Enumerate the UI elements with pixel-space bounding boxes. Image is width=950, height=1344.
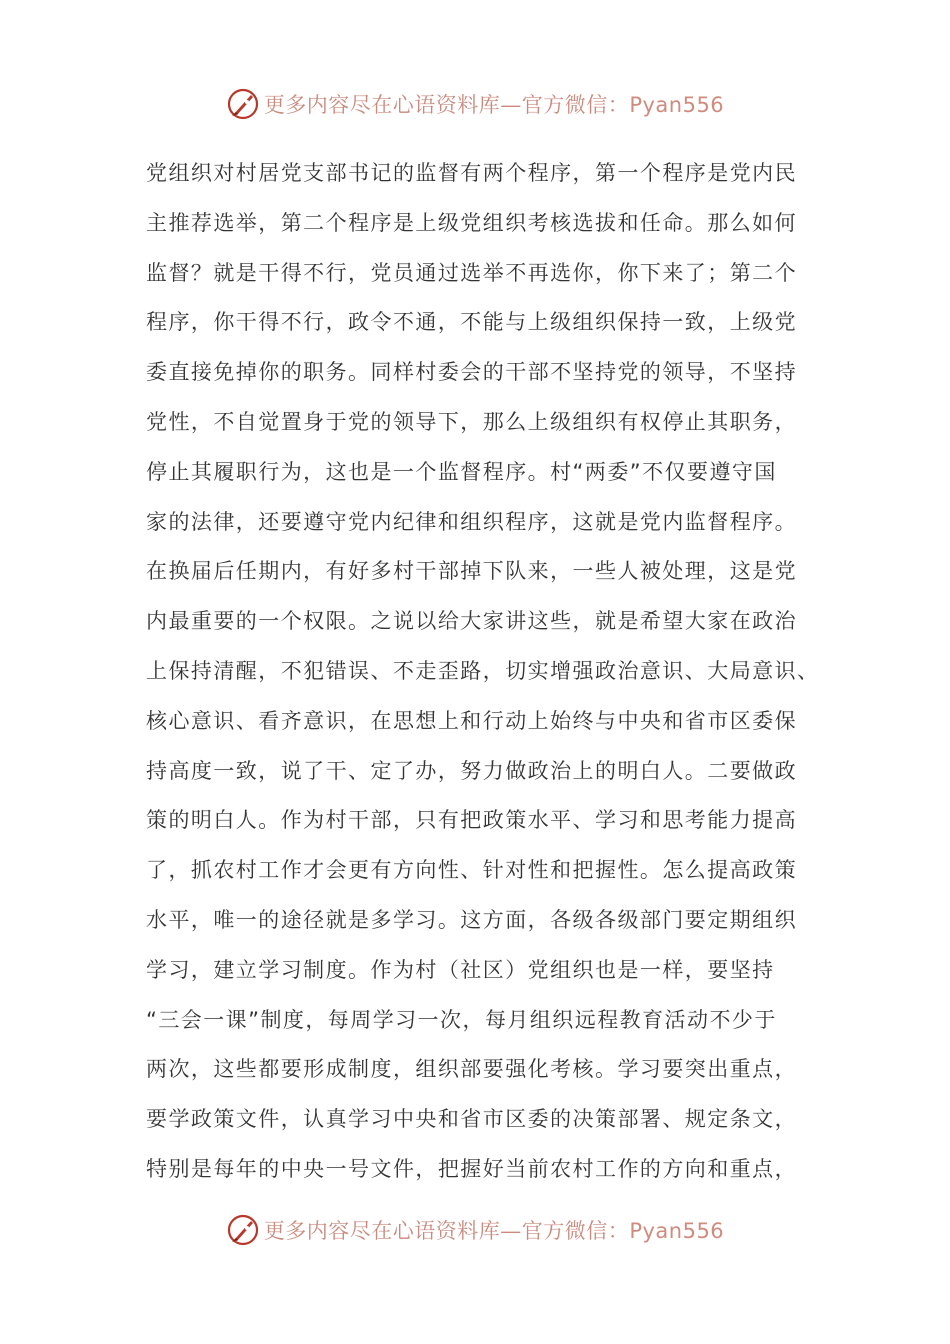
- text-line: 停止其履职行为，这也是一个监督程序。村“两委”不仅要遵守国: [146, 459, 777, 484]
- wechat-id: Pyan556: [629, 93, 725, 117]
- text-line: 在换届后任期内，有好多村干部掉下队来，一些人被处理，这是党: [146, 559, 798, 584]
- banner-label: 更多内容尽在心语资料库—官方微信：: [263, 1219, 630, 1243]
- document-body: [146, 149, 818, 1195]
- wechat-id: Pyan556: [629, 1219, 725, 1243]
- text-line: 党性，不自觉置身于党的领导下，那么上级组织有权停止其职务，: [146, 409, 798, 434]
- text-line: 上保持清醒，不犯错误、不走歪路，切实增强政治意识、大局意识、: [146, 658, 820, 683]
- text-line: 两次，这些都要形成制度，组织部要强化考核。学习要突出重点，: [146, 1057, 798, 1082]
- text-line: 党组织对村居党支部书记的监督有两个程序，第一个程序是党内民: [146, 161, 798, 185]
- text-line: 委直接免掉你的职务。同样村委会的干部不坚持党的领导，不坚持: [146, 360, 798, 385]
- text-line: 主推荐选举，第二个程序是上级党组织考核选拔和任命。那么如何: [146, 210, 798, 235]
- banner-text: [264, 89, 724, 119]
- text-line: 家的法律，还要遵守党内纪律和组织程序，这就是党内监督程序。: [146, 509, 798, 534]
- text-line: 策的明白人。作为村干部，只有把政策水平、学习和思考能力提高: [146, 808, 798, 833]
- text-line: 程序，你干得不行，政令不通，不能与上级组织保持一致，上级党: [146, 310, 798, 335]
- text-line: 内最重要的一个权限。之说以给大家讲这些，就是希望大家在政治: [146, 609, 798, 634]
- quill-pen-circle-icon: [226, 1213, 260, 1247]
- text-line: 持高度一致，说了干、定了办，努力做政治上的明白人。二要做政: [146, 758, 798, 783]
- text-line: “三会一课”制度，每周学习一次，每月组织远程教育活动不少于: [146, 1007, 777, 1032]
- text-line: 要学政策文件，认真学习中央和省市区委的决策部署、规定条文，: [146, 1107, 798, 1132]
- banner-text: [264, 1215, 724, 1245]
- text-line: 监督？就是干得不行，党员通过选举不再选你，你下来了；第二个: [146, 260, 798, 285]
- header-banner: [0, 86, 950, 122]
- quill-pen-circle-icon: [226, 87, 260, 121]
- text-line: 核心意识、看齐意识，在思想上和行动上始终与中央和省市区委保: [146, 708, 798, 733]
- text-line: 学习，建立学习制度。作为村（社区）党组织也是一样，要坚持: [146, 957, 775, 982]
- text-line: 了，抓农村工作才会更有方向性、针对性和把握性。怎么提高政策: [146, 858, 798, 883]
- text-line: 水平，唯一的途径就是多学习。这方面，各级各级部门要定期组织: [146, 907, 798, 932]
- footer-banner: [0, 1212, 950, 1248]
- banner-label: 更多内容尽在心语资料库—官方微信：: [263, 93, 630, 117]
- text-line: 特别是每年的中央一号文件，把握好当前农村工作的方向和重点，: [146, 1156, 798, 1181]
